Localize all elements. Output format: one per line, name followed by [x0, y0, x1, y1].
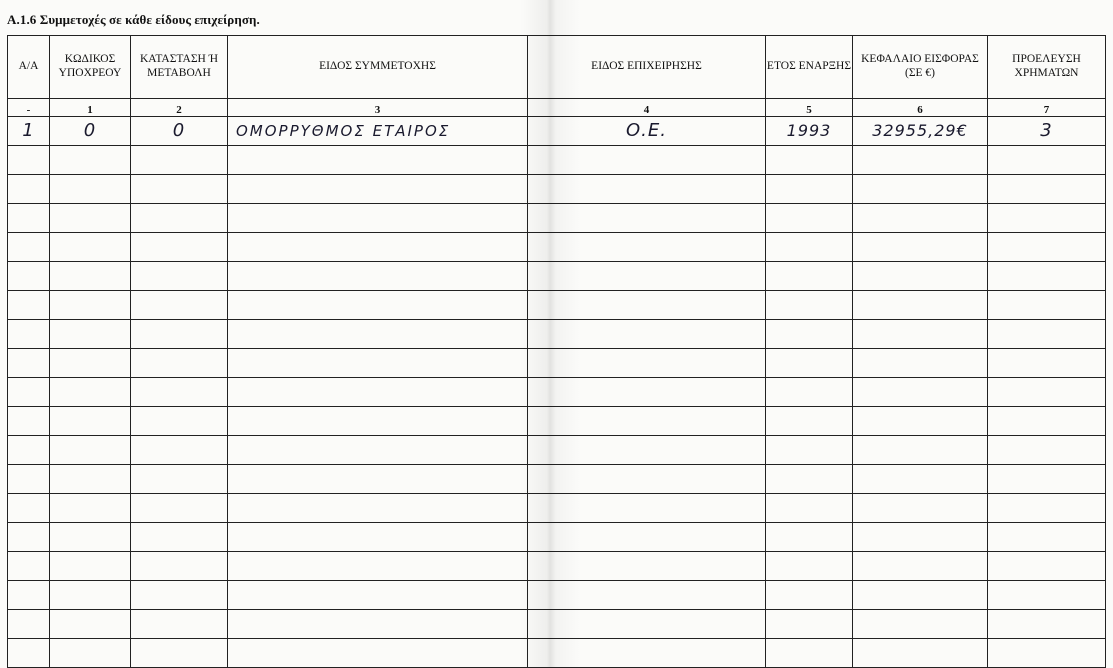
cell-participation-type[interactable] — [228, 349, 528, 378]
cell-capital[interactable] — [853, 233, 988, 262]
cell-status[interactable] — [131, 349, 228, 378]
cell-capital[interactable] — [853, 581, 988, 610]
cell-taxpayer-code[interactable] — [50, 146, 131, 175]
table-row-empty — [8, 465, 1106, 494]
cell-start-year[interactable] — [766, 378, 853, 407]
cell-capital[interactable]: 32955,29€ — [853, 117, 988, 146]
cell-aa[interactable] — [8, 523, 50, 552]
cell-aa[interactable] — [8, 581, 50, 610]
table-row-empty — [8, 320, 1106, 349]
cell-money-origin[interactable] — [988, 146, 1106, 175]
header-capital: ΚΕΦΑΛΑΙΟ ΕΙΣΦΟΡΑΣ (ΣΕ €) — [853, 36, 988, 99]
cell-taxpayer-code[interactable] — [50, 465, 131, 494]
cell-aa[interactable] — [8, 291, 50, 320]
cell-participation-type[interactable] — [228, 407, 528, 436]
table-row-empty — [8, 349, 1106, 378]
cell-aa[interactable]: 1 — [8, 117, 50, 146]
cell-aa[interactable] — [8, 320, 50, 349]
header-business-type: ΕΙΔΟΣ ΕΠΙΧΕΙΡΗΣΗΣ — [528, 36, 766, 99]
cell-money-origin[interactable] — [988, 291, 1106, 320]
table-row-empty — [8, 233, 1106, 262]
cell-taxpayer-code[interactable] — [50, 262, 131, 291]
cell-start-year[interactable] — [766, 407, 853, 436]
cell-start-year[interactable] — [766, 233, 853, 262]
cell-aa[interactable] — [8, 494, 50, 523]
cell-participation-type[interactable] — [228, 523, 528, 552]
cell-business-type[interactable] — [528, 291, 766, 320]
cell-capital[interactable] — [853, 349, 988, 378]
table-row-empty — [8, 610, 1106, 639]
cell-taxpayer-code[interactable] — [50, 552, 131, 581]
cell-business-type[interactable] — [528, 378, 766, 407]
cell-participation-type[interactable] — [228, 610, 528, 639]
cell-business-type[interactable] — [528, 146, 766, 175]
cell-aa[interactable] — [8, 349, 50, 378]
cell-money-origin[interactable] — [988, 436, 1106, 465]
cell-participation-type[interactable] — [228, 262, 528, 291]
table-row-empty — [8, 204, 1106, 233]
cell-capital[interactable] — [853, 639, 988, 668]
header-money-origin: ΠΡΟΕΛΕΥΣΗ ΧΡΗΜΑΤΩΝ — [988, 36, 1106, 99]
cell-money-origin[interactable] — [988, 204, 1106, 233]
cell-money-origin[interactable] — [988, 349, 1106, 378]
cell-participation-type[interactable] — [228, 146, 528, 175]
cell-taxpayer-code[interactable] — [50, 320, 131, 349]
cell-start-year[interactable] — [766, 436, 853, 465]
cell-business-type[interactable] — [528, 552, 766, 581]
cell-start-year[interactable] — [766, 349, 853, 378]
cell-participation-type[interactable] — [228, 233, 528, 262]
table-row-empty — [8, 146, 1106, 175]
cell-capital[interactable] — [853, 523, 988, 552]
header-aa: Α/Α — [8, 36, 50, 99]
cell-money-origin[interactable] — [988, 610, 1106, 639]
cell-start-year[interactable] — [766, 610, 853, 639]
cell-aa[interactable] — [8, 407, 50, 436]
cell-business-type[interactable] — [528, 204, 766, 233]
cell-start-year[interactable] — [766, 204, 853, 233]
cell-start-year[interactable]: 1993 — [766, 117, 853, 146]
column-number: 7 — [988, 99, 1106, 117]
cell-business-type[interactable] — [528, 349, 766, 378]
cell-money-origin[interactable] — [988, 465, 1106, 494]
column-number: - — [8, 99, 50, 117]
cell-status[interactable] — [131, 378, 228, 407]
cell-participation-type[interactable] — [228, 436, 528, 465]
cell-business-type[interactable] — [528, 465, 766, 494]
cell-start-year[interactable] — [766, 639, 853, 668]
cell-start-year[interactable] — [766, 523, 853, 552]
cell-business-type[interactable] — [528, 581, 766, 610]
cell-status[interactable] — [131, 436, 228, 465]
cell-capital[interactable] — [853, 262, 988, 291]
cell-business-type[interactable] — [528, 320, 766, 349]
cell-capital[interactable] — [853, 204, 988, 233]
cell-status[interactable] — [131, 146, 228, 175]
cell-capital[interactable] — [853, 175, 988, 204]
cell-business-type[interactable] — [528, 639, 766, 668]
cell-status[interactable] — [131, 407, 228, 436]
cell-money-origin[interactable] — [988, 233, 1106, 262]
column-number: 1 — [50, 99, 131, 117]
cell-status[interactable] — [131, 610, 228, 639]
cell-start-year[interactable] — [766, 291, 853, 320]
cell-capital[interactable] — [853, 494, 988, 523]
header-start-year: ΕΤΟΣ ΕΝΑΡΞΗΣ — [766, 36, 853, 99]
cell-start-year[interactable] — [766, 465, 853, 494]
participations-table — [7, 35, 1106, 668]
cell-taxpayer-code[interactable] — [50, 407, 131, 436]
cell-capital[interactable] — [853, 465, 988, 494]
cell-aa[interactable] — [8, 639, 50, 668]
cell-capital[interactable] — [853, 320, 988, 349]
cell-taxpayer-code[interactable] — [50, 436, 131, 465]
cell-aa[interactable] — [8, 436, 50, 465]
cell-participation-type[interactable] — [228, 204, 528, 233]
cell-business-type[interactable] — [528, 523, 766, 552]
cell-participation-type[interactable] — [228, 175, 528, 204]
cell-aa[interactable] — [8, 262, 50, 291]
cell-business-type[interactable] — [528, 262, 766, 291]
table-row-empty — [8, 175, 1106, 204]
table-row-empty — [8, 494, 1106, 523]
cell-business-type[interactable] — [528, 175, 766, 204]
cell-capital[interactable] — [853, 610, 988, 639]
cell-business-type[interactable] — [528, 407, 766, 436]
header-participation-type: ΕΙΔΟΣ ΣΥΜΜΕΤΟΧΗΣ — [228, 36, 528, 99]
cell-money-origin[interactable] — [988, 175, 1106, 204]
cell-start-year[interactable] — [766, 494, 853, 523]
cell-taxpayer-code[interactable] — [50, 291, 131, 320]
cell-taxpayer-code[interactable] — [50, 610, 131, 639]
column-number: 5 — [766, 99, 853, 117]
cell-money-origin[interactable] — [988, 407, 1106, 436]
cell-money-origin[interactable] — [988, 581, 1106, 610]
column-number-row — [8, 99, 1106, 117]
cell-money-origin[interactable] — [988, 320, 1106, 349]
cell-status[interactable] — [131, 552, 228, 581]
column-number: 4 — [528, 99, 766, 117]
cell-aa[interactable] — [8, 552, 50, 581]
cell-status[interactable] — [131, 320, 228, 349]
cell-taxpayer-code[interactable] — [50, 233, 131, 262]
cell-capital[interactable] — [853, 291, 988, 320]
cell-money-origin[interactable] — [988, 378, 1106, 407]
cell-taxpayer-code[interactable] — [50, 523, 131, 552]
cell-status[interactable] — [131, 291, 228, 320]
cell-status[interactable] — [131, 204, 228, 233]
cell-participation-type[interactable] — [228, 291, 528, 320]
cell-participation-type[interactable] — [228, 581, 528, 610]
cell-taxpayer-code[interactable] — [50, 204, 131, 233]
cell-aa[interactable] — [8, 175, 50, 204]
cell-taxpayer-code[interactable] — [50, 494, 131, 523]
table-row-empty — [8, 639, 1106, 668]
column-number: 3 — [228, 99, 528, 117]
table-row-empty — [8, 262, 1106, 291]
cell-money-origin[interactable] — [988, 523, 1106, 552]
cell-status[interactable] — [131, 639, 228, 668]
cell-business-type[interactable] — [528, 610, 766, 639]
cell-start-year[interactable] — [766, 146, 853, 175]
cell-start-year[interactable] — [766, 175, 853, 204]
cell-participation-type[interactable] — [228, 320, 528, 349]
cell-capital[interactable] — [853, 436, 988, 465]
cell-taxpayer-code[interactable] — [50, 378, 131, 407]
table-row-empty — [8, 523, 1106, 552]
cell-status[interactable] — [131, 523, 228, 552]
cell-aa[interactable] — [8, 233, 50, 262]
cell-money-origin[interactable] — [988, 639, 1106, 668]
cell-business-type[interactable] — [528, 436, 766, 465]
cell-taxpayer-code[interactable] — [50, 349, 131, 378]
cell-aa[interactable] — [8, 465, 50, 494]
table-row-empty — [8, 581, 1106, 610]
cell-taxpayer-code[interactable] — [50, 175, 131, 204]
cell-start-year[interactable] — [766, 581, 853, 610]
cell-aa[interactable] — [8, 378, 50, 407]
cell-status[interactable] — [131, 262, 228, 291]
cell-participation-type[interactable] — [228, 552, 528, 581]
column-number: 2 — [131, 99, 228, 117]
header-row — [8, 36, 1106, 99]
cell-money-origin[interactable] — [988, 262, 1106, 291]
cell-capital[interactable] — [853, 378, 988, 407]
table-row-empty — [8, 291, 1106, 320]
cell-start-year[interactable] — [766, 552, 853, 581]
cell-participation-type[interactable] — [228, 465, 528, 494]
header-status: ΚΑΤΑΣΤΑΣΗ Ή ΜΕΤΑΒΟΛΗ — [131, 36, 228, 99]
cell-aa[interactable] — [8, 146, 50, 175]
table-row — [8, 117, 1106, 146]
table-row-empty — [8, 378, 1106, 407]
cell-business-type[interactable]: Ο.Ε. — [528, 117, 766, 146]
cell-status[interactable] — [131, 233, 228, 262]
cell-status[interactable] — [131, 494, 228, 523]
cell-participation-type[interactable] — [228, 639, 528, 668]
cell-participation-type[interactable] — [228, 494, 528, 523]
cell-aa[interactable] — [8, 610, 50, 639]
cell-participation-type[interactable] — [228, 378, 528, 407]
cell-status[interactable] — [131, 581, 228, 610]
cell-taxpayer-code[interactable]: 0 — [50, 117, 131, 146]
table-row-empty — [8, 552, 1106, 581]
column-number: 6 — [853, 99, 988, 117]
cell-start-year[interactable] — [766, 320, 853, 349]
cell-capital[interactable] — [853, 146, 988, 175]
header-taxpayer-code: ΚΩΔΙΚΟΣ ΥΠΟΧΡΕΟΥ — [50, 36, 131, 99]
cell-capital[interactable] — [853, 407, 988, 436]
table-row-empty — [8, 436, 1106, 465]
cell-taxpayer-code[interactable] — [50, 639, 131, 668]
cell-money-origin[interactable] — [988, 552, 1106, 581]
section-title: A.1.6 Συμμετοχές σε κάθε είδους επιχείρηση. — [7, 12, 260, 27]
cell-business-type[interactable] — [528, 233, 766, 262]
cell-aa[interactable] — [8, 204, 50, 233]
cell-status[interactable] — [131, 175, 228, 204]
cell-participation-type[interactable]: ΟΜΟΡΡΥΘΜΟΣ ΕΤΑΙΡΟΣ — [228, 117, 528, 146]
cell-taxpayer-code[interactable] — [50, 581, 131, 610]
cell-capital[interactable] — [853, 552, 988, 581]
cell-money-origin[interactable]: 3 — [988, 117, 1106, 146]
table-row-empty — [8, 407, 1106, 436]
cell-status[interactable]: 0 — [131, 117, 228, 146]
cell-start-year[interactable] — [766, 262, 853, 291]
cell-status[interactable] — [131, 465, 228, 494]
cell-money-origin[interactable] — [988, 494, 1106, 523]
cell-business-type[interactable] — [528, 494, 766, 523]
